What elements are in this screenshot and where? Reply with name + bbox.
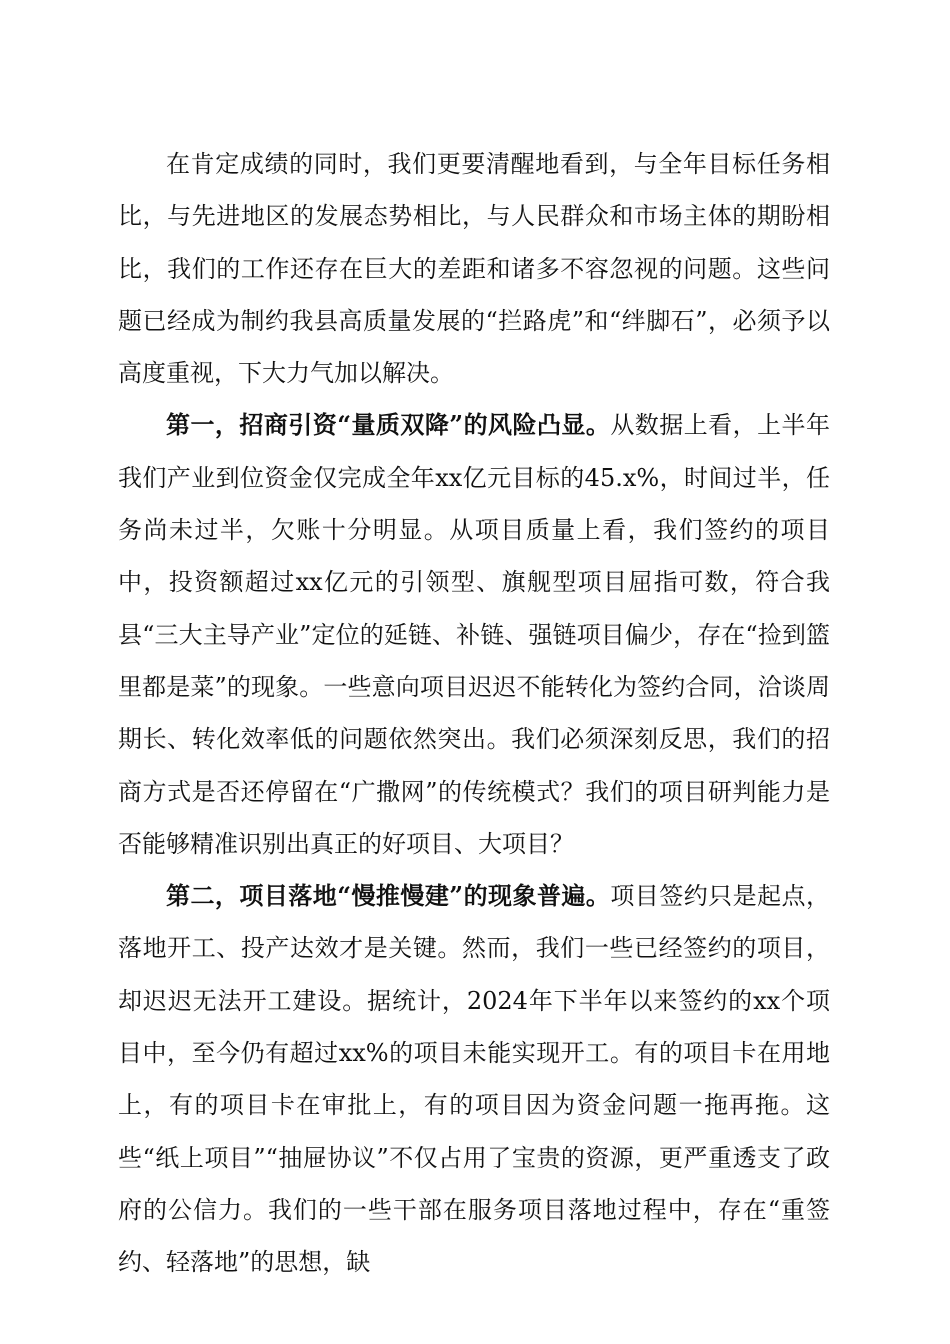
paragraph-text: 项目签约只是起点，落地开工、投产达效才是关键。然而，我们一些已经签约的项目，却迟迟无法开工建设。据统计，2024年下半年以来签约的xx个项目中，至今仍有超过xx%的项目未能实现开工。有的项目卡在用地上，有的项目卡在审批上，有的项目因为资金问题一拖再拖。这些“纸上项目”“抽屉协议”不仅占用了宝贵的资源，更严重透支了政府的公信力。我们的一些干部在服务项目落地过程中，存在“重签约、轻落地”的思想，缺: [118, 882, 830, 1277]
paragraph-lead: 第二，项目落地“慢推慢建”的现象普遍。: [166, 881, 611, 911]
paragraph-point-one: [118, 399, 830, 870]
paragraph-point-two: [118, 870, 830, 1288]
document-body: [118, 138, 830, 1289]
paragraph-intro: [118, 138, 830, 399]
paragraph-text: 在肯定成绩的同时，我们更要清醒地看到，与全年目标任务相比，与先进地区的发展态势相比，与人民群众和市场主体的期盼相比，我们的工作还存在巨大的差距和诸多不容忽视的问题。这些问题已经成为制约我县高质量发展的“拦路虎”和“绊脚石”，必须予以高度重视，下大力气加以解决。: [118, 150, 830, 388]
paragraph-text: 从数据上看，上半年我们产业到位资金仅完成全年xx亿元目标的45.x%，时间过半，任务尚未过半，欠账十分明显。从项目质量上看，我们签约的项目中，投资额超过xx亿元的引领型、旗舰型项目屈指可数，符合我县“三大主导产业”定位的延链、补链、强链项目偏少，存在“捡到篮里都是菜”的现象。一些意向项目迟迟不能转化为签约合同，洽谈周期长、转化效率低的问题依然突出。我们必须深刻反思，我们的招商方式是否还停留在“广撒网”的传统模式？我们的项目研判能力是否能够精准识别出真正的好项目、大项目？: [118, 411, 830, 858]
paragraph-lead: 第一，招商引资“量质双降”的风险凸显。: [166, 410, 611, 440]
